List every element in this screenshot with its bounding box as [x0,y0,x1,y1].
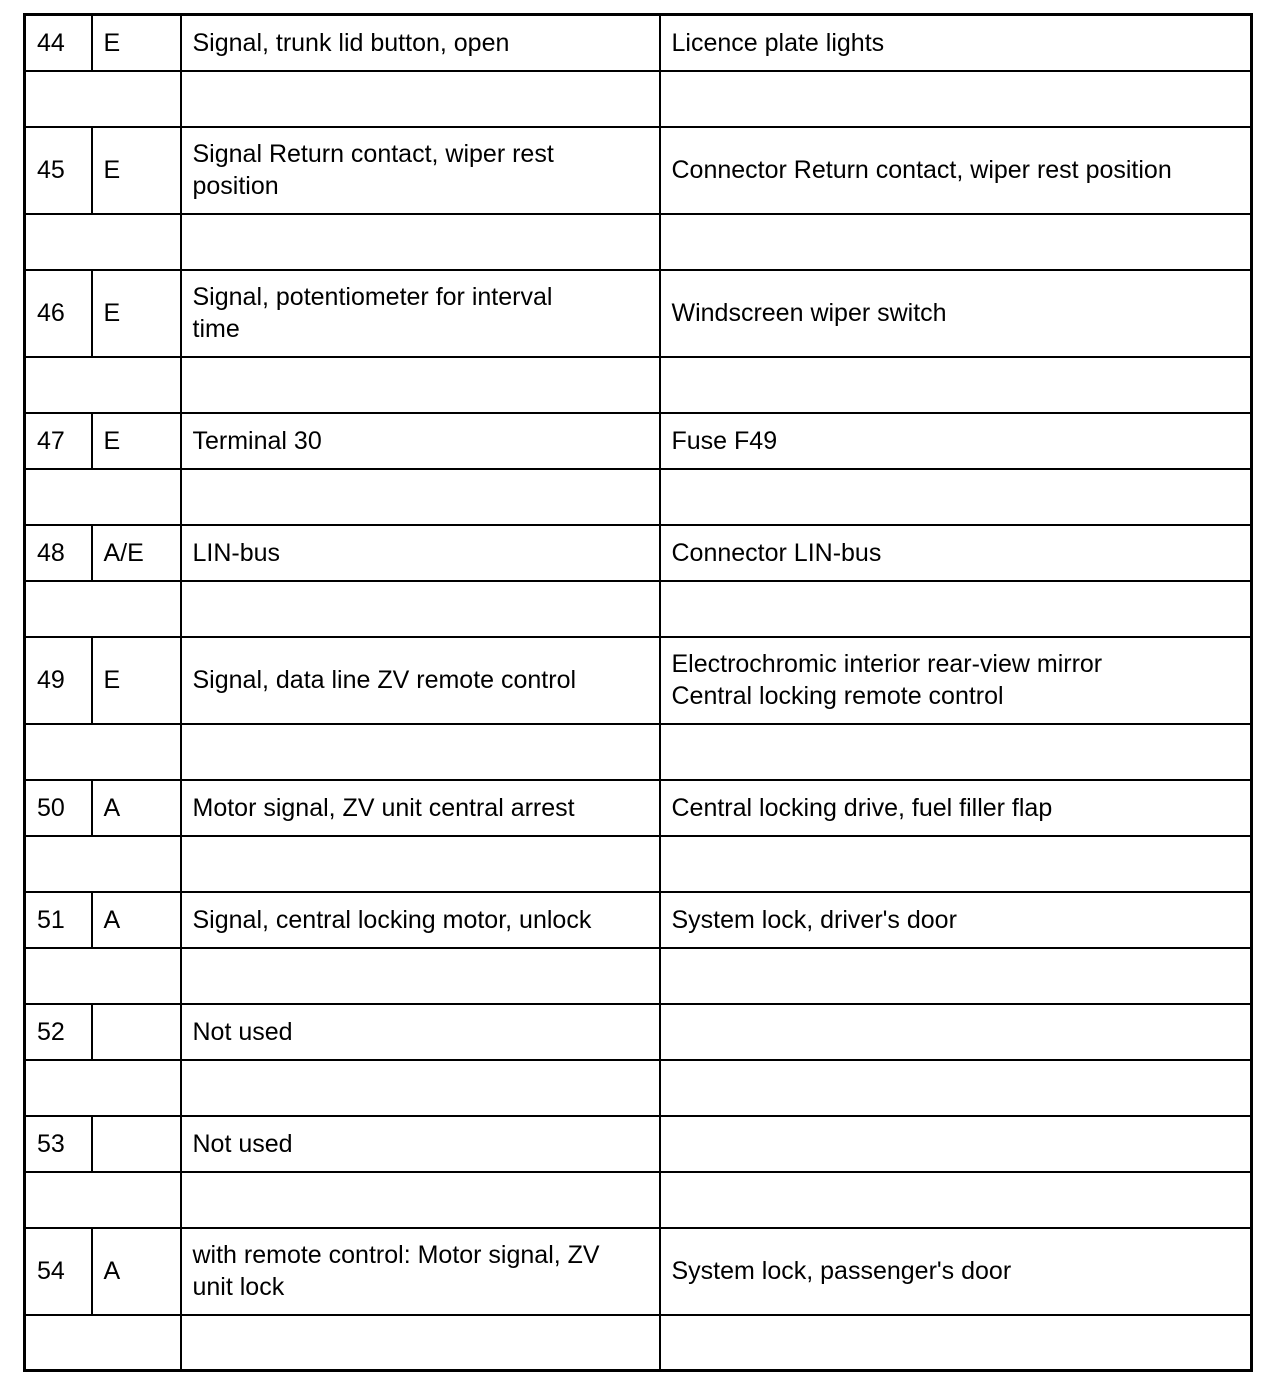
component-cell [660,1004,1252,1060]
function-cell [181,1228,660,1315]
empty-cell [660,724,1252,780]
table-row [25,1004,1252,1060]
function-text: LIN-bus [192,538,281,567]
empty-cell [181,1315,660,1371]
empty-cell [181,469,660,525]
table-row [25,413,1252,469]
table-body [25,15,1252,1371]
pin-number-cell: 54 [25,1228,92,1315]
table-row [25,637,1252,724]
component-text: Connector LIN-bus [671,538,882,567]
empty-cell [181,1172,660,1228]
empty-cell [25,1060,181,1116]
empty-cell [660,1315,1252,1371]
component-cell [660,1228,1252,1315]
component-cell [660,270,1252,357]
pin-assignment-table [23,13,1253,1372]
empty-cell [25,71,181,127]
pin-number-cell: 47 [25,413,92,469]
empty-cell [181,581,660,637]
spacer-row [25,836,1252,892]
pin-number-cell: 48 [25,525,92,581]
empty-cell [660,357,1252,413]
function-text: time [192,315,240,343]
component-text: Electrochromic interior rear-view mirror [671,650,1103,678]
empty-cell [181,357,660,413]
component-cell [660,15,1252,71]
empty-cell [25,214,181,270]
signal-type-cell: E [92,15,181,71]
signal-type-cell [92,1116,181,1172]
signal-type-cell [92,1004,181,1060]
function-cell [181,270,660,357]
component-cell [660,780,1252,836]
spacer-row [25,1172,1252,1228]
empty-cell [660,71,1252,127]
empty-cell [25,1315,181,1371]
function-text: position [192,172,279,200]
component-cell [660,1116,1252,1172]
empty-cell [181,214,660,270]
component-cell [660,525,1252,581]
table-row [25,525,1252,581]
function-text: Not used [192,1129,293,1158]
function-text: Motor signal, ZV unit central arrest [192,793,575,822]
spacer-row [25,71,1252,127]
empty-cell [660,469,1252,525]
pin-number-cell: 52 [25,1004,92,1060]
table-row [25,270,1252,357]
component-text: System lock, passenger's door [671,1257,1012,1285]
signal-type-cell: E [92,637,181,724]
function-cell [181,637,660,724]
signal-type-cell: E [92,413,181,469]
function-cell [181,15,660,71]
spacer-row [25,1315,1252,1371]
function-cell [181,892,660,948]
empty-cell [25,469,181,525]
empty-cell [181,836,660,892]
function-cell [181,780,660,836]
component-cell [660,413,1252,469]
component-cell [660,637,1252,724]
empty-cell [660,948,1252,1004]
function-cell [181,1116,660,1172]
table-row [25,1116,1252,1172]
empty-cell [25,581,181,637]
table-row [25,127,1252,214]
signal-type-cell: A [92,780,181,836]
component-cell [660,892,1252,948]
component-text: Licence plate lights [671,28,885,57]
function-text: Signal, trunk lid button, open [192,28,510,57]
spacer-row [25,357,1252,413]
function-cell [181,525,660,581]
empty-cell [181,948,660,1004]
component-cell [660,127,1252,214]
empty-cell [25,357,181,413]
function-text: unit lock [192,1273,285,1301]
function-text: with remote control: Motor signal, ZV [192,1241,600,1269]
spacer-row [25,1060,1252,1116]
function-text: Terminal 30 [192,426,322,455]
signal-type-cell: A [92,1228,181,1315]
spacer-row [25,214,1252,270]
table-row [25,1228,1252,1315]
pin-number-cell: 45 [25,127,92,214]
empty-cell [25,724,181,780]
component-text: Central locking drive, fuel filler flap [671,793,1053,822]
function-cell [181,1004,660,1060]
function-cell [181,127,660,214]
function-text: Signal, central locking motor, unlock [192,905,592,934]
component-text: Windscreen wiper switch [671,299,947,327]
table-row [25,780,1252,836]
spacer-row [25,948,1252,1004]
function-text: Signal, data line ZV remote control [192,666,577,694]
empty-cell [25,836,181,892]
signal-type-cell: A [92,892,181,948]
spacer-row [25,469,1252,525]
signal-type-cell: E [92,127,181,214]
pin-number-cell: 50 [25,780,92,836]
empty-cell [660,1060,1252,1116]
component-text: Connector Return contact, wiper rest position [671,156,1172,184]
signal-type-cell: E [92,270,181,357]
empty-cell [660,836,1252,892]
table-row [25,15,1252,71]
empty-cell [181,1060,660,1116]
pin-number-cell: 51 [25,892,92,948]
empty-cell [181,71,660,127]
pin-number-cell: 49 [25,637,92,724]
component-text: System lock, driver's door [671,905,957,934]
pin-number-cell: 53 [25,1116,92,1172]
component-text: Central locking remote control [671,682,1004,710]
function-text: Signal, potentiometer for interval [192,283,553,311]
component-text: Fuse F49 [671,426,778,455]
pin-number-cell: 46 [25,270,92,357]
empty-cell [181,724,660,780]
function-text: Not used [192,1017,293,1046]
spacer-row [25,581,1252,637]
signal-type-cell: A/E [92,525,181,581]
empty-cell [660,581,1252,637]
empty-cell [25,1172,181,1228]
function-cell [181,413,660,469]
spacer-row [25,724,1252,780]
empty-cell [660,1172,1252,1228]
table-row [25,892,1252,948]
function-text: Signal Return contact, wiper rest [192,140,554,168]
empty-cell [660,214,1252,270]
empty-cell [25,948,181,1004]
pin-number-cell: 44 [25,15,92,71]
